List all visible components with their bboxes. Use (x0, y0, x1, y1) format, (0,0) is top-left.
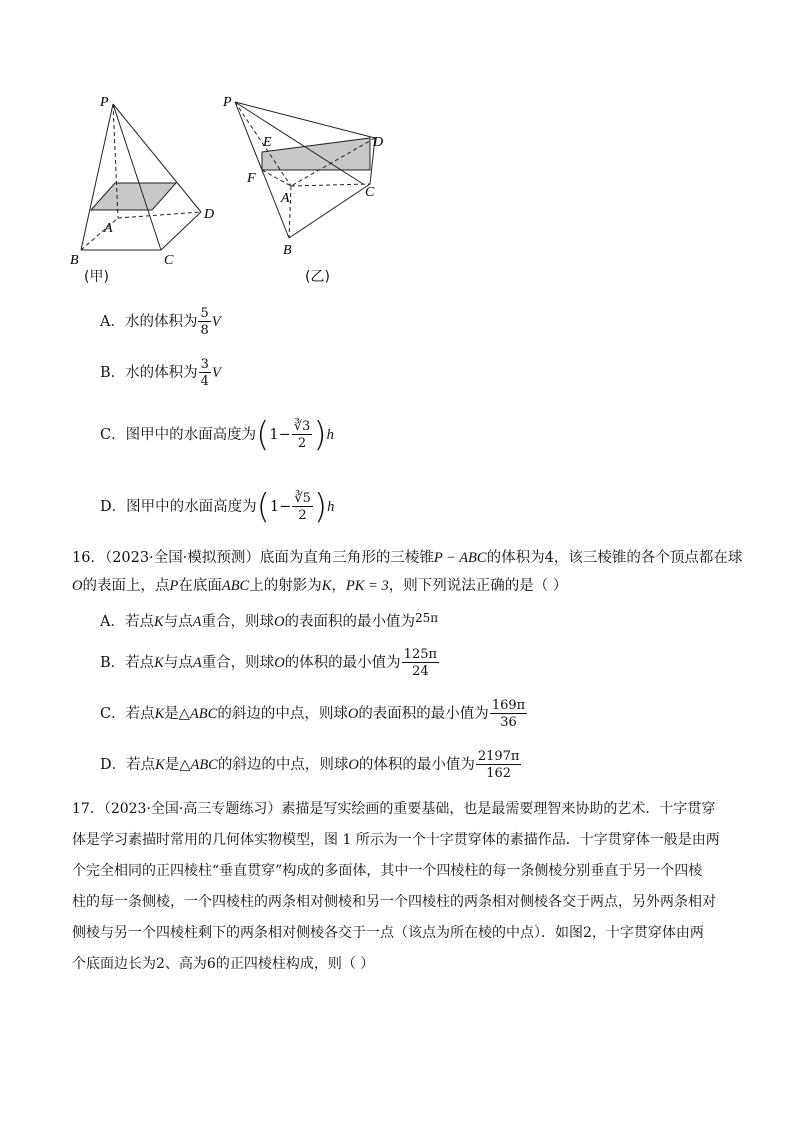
label-yi-A: A (281, 191, 290, 206)
q17-line: 柱的每一条侧棱，一个四棱柱的两条相对侧棱和另一个四棱柱的两条相对侧棱各交于两点，另外两条相对 (72, 894, 716, 910)
label-yi-F: F (247, 171, 256, 186)
label-yi-B: B (283, 243, 292, 258)
q15-option-b[interactable]: B．水的体积为 $\frac{3}{4}$ V (100, 357, 221, 389)
label-yi-P: P (223, 95, 232, 110)
q16-option-a[interactable]: A．若点K与点A重合，则球O的表面积的最小值为$^{25\pi}$ (100, 611, 439, 630)
label-jia-P: P (100, 95, 109, 110)
figure-jia (60, 90, 230, 265)
q17-line: 侧棱与另一个四棱柱剩下的两条相对侧棱各交于一点（该点为所在棱的中点）．如图2，十字贯穿体由两 (72, 925, 704, 941)
fraction: $\frac{169\pi}{36}$ (491, 698, 526, 730)
label-jia-C: C (164, 253, 174, 265)
q16-stem-line1: 16．（2023·全国·模拟预测）底面为直角三角形的三棱锥P − ABC的体积为4，该三棱锥的各个顶点都在球 (72, 550, 743, 566)
q16-option-d[interactable]: D．若点K是△ABC的斜边的中点，则球O的体积的最小值为 $\frac{2197\pi}{162}$ (100, 749, 520, 781)
label-jia-B: B (70, 253, 79, 265)
q16-option-c[interactable]: C．若点K是△ABC的斜边的中点，则球O的表面积的最小值为 $\frac{169\pi}{36}$ (100, 698, 526, 730)
figure-yi (215, 90, 395, 260)
caption-jia: (甲) (84, 269, 109, 285)
q17-line: 体是学习素描时常用的几何体实物模型，图 1 所示为一个十字贯穿体的素描作品．十字贯穿体一般是由两 (72, 832, 720, 848)
label-yi-D: D (373, 135, 384, 150)
caption-yi: (乙) (305, 269, 330, 285)
fraction: $\frac{2197\pi}{162}$ (477, 749, 520, 781)
label-jia-D: D (204, 207, 215, 222)
q17-line: 17．（2023·全国·高三专题练习）素描是写实绘画的重要基础，也是最需要理智来协助的艺术．十字贯穿 (72, 801, 716, 817)
q17-line: 个底面边长为2、高为6的正四棱柱构成，则（ ） (72, 956, 375, 972)
q15-option-a[interactable]: A．水的体积为 $\frac{5}{8}$ V (100, 306, 221, 338)
fraction: $\frac{3}{4}$ (200, 357, 209, 389)
label-jia-A: A (104, 221, 113, 236)
q17-stem (72, 794, 762, 980)
fraction: $\frac{∛3}{2}$ (293, 419, 311, 451)
label-yi-C: C (365, 185, 375, 200)
q17-line: 个完全相同的正四棱柱“垂直贯穿”构成的多面体，其中一个四棱柱的每一条侧棱分别垂直于另一个四棱 (72, 863, 703, 879)
fraction: $\frac{5}{8}$ (200, 306, 209, 338)
label-yi-E: E (263, 135, 272, 150)
q16-stem-line2: O的表面上，点P在底面ABC上的射影为K，PK = 3，则下列说法正确的是（ ） (72, 578, 568, 594)
q15-option-c[interactable]: C．图甲中的水面高度为(1− $\frac{∛3}{2}$ )h (100, 415, 334, 455)
fraction: $\frac{125\pi}{24}$ (403, 647, 438, 679)
water-surface-jia (91, 183, 176, 210)
fraction: $\frac{∛5}{2}$ (294, 491, 311, 523)
q15-option-d[interactable]: D．图甲中的水面高度为(1− $\frac{∛5}{2}$ )h (100, 487, 335, 527)
q16-option-b[interactable]: B．若点K与点A重合，则球O的体积的最小值为 $\frac{125\pi}{24}$ (100, 647, 438, 679)
